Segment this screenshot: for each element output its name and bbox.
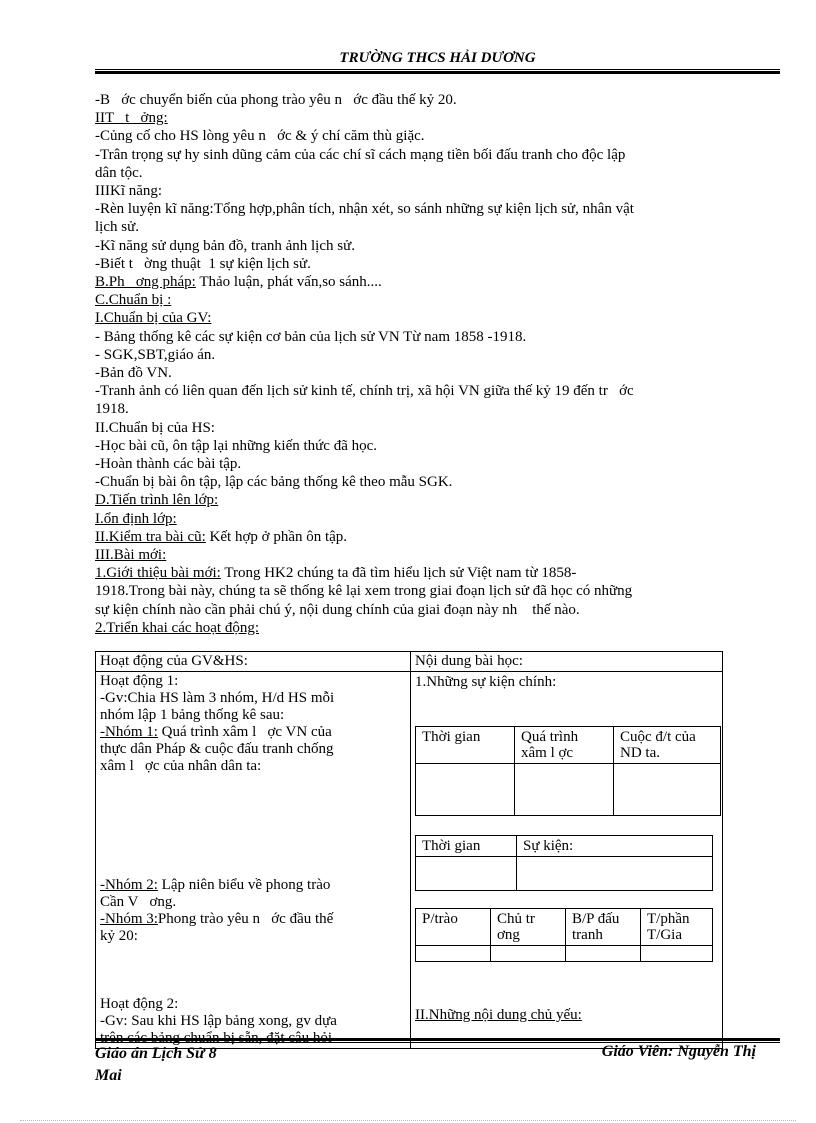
- text-line: [100, 860, 406, 877]
- text-line: II.Kiểm tra bài cũ: Kết hợp ở phần ôn tập.: [95, 528, 348, 545]
- text-line: 1.Giới thiệu bài mới: Trong HK2 chúng ta đã tìm hiểu lịch sử Việt nam từ 1858-: [95, 565, 577, 582]
- text-line: -Trân trọng sự hy sinh dũng cảm của các chí sĩ cách mạng tiền bối đấu tranh cho độc lập: [95, 146, 626, 163]
- school-header: TRƯỜNG THCS HẢI DƯƠNG: [339, 50, 536, 66]
- text-line: -Rèn luyện kĩ năng:Tổng hợp,phân tích, nhận xét, so sánh những sự kiện lịch sử, nhân vật: [95, 201, 634, 218]
- text-line: [100, 792, 406, 809]
- text-line: -Biết t ờng thuật 1 sự kiện lịch sử.: [95, 255, 311, 272]
- invasion-col-process: Quá trình xâm l ợc: [515, 727, 614, 764]
- can-vuong-table: [415, 835, 713, 891]
- movement-col-policy: Chủ tr ơng: [491, 909, 566, 946]
- text-line: [100, 945, 406, 962]
- header-activities: Hoạt động của GV&HS:: [96, 652, 411, 672]
- text-line: D.Tiến trình lên lớp:: [95, 492, 219, 509]
- footer-left: [95, 1043, 217, 1087]
- movement-col-name: P/trào: [416, 909, 491, 946]
- header-rule-thin: [95, 69, 780, 70]
- text-line: I.ổn định lớp:: [95, 510, 177, 527]
- activities-text: [100, 673, 406, 1047]
- text-line: B.Ph ơng pháp: Thảo luận, phát vấn,so sánh....: [95, 274, 382, 291]
- text-line: [100, 979, 406, 996]
- text-line: -Kĩ năng sử dụng bản đồ, tranh ảnh lịch sử.: [95, 237, 355, 254]
- text-line: II.Chuẩn bị của HS:: [95, 419, 215, 436]
- can-vuong-col-event: Sự kiện:: [517, 836, 713, 857]
- text-line: -Gv: Sau khi HS lập bảng xong, gv dựa: [100, 1013, 337, 1029]
- text-line: - Bảng thống kê các sự kiện cơ bản của lịch sử VN Từ nam 1858 -1918.: [95, 328, 527, 345]
- text-line: [100, 775, 406, 792]
- movement-table: [415, 908, 713, 962]
- header-rule-thick: [95, 71, 780, 74]
- text-line: -Nhóm 3:Phong trào yêu n ớc đầu thế: [100, 911, 334, 927]
- section-main-contents: II.Những nội dung chủ yếu:: [415, 1007, 582, 1023]
- can-vuong-col-time: Thời gian: [416, 836, 517, 857]
- text-line: 1918.: [95, 401, 129, 418]
- text-line: nhóm lập 1 bảng thống kê sau:: [100, 707, 285, 723]
- text-line: lịch sử.: [95, 219, 139, 236]
- text-line: -Chuẩn bị bài ôn tập, lập các bảng thống kê theo mẫu SGK.: [95, 474, 453, 491]
- section-main-events: 1.Những sự kiện chính:: [415, 674, 557, 690]
- text-line: -Nhóm 2: Lập niên biểu về phong trào: [100, 877, 331, 893]
- movement-col-method: B/P đấu tranh: [566, 909, 641, 946]
- text-line: [100, 843, 406, 860]
- footer-rule-thick: [95, 1038, 780, 1041]
- text-line: [100, 826, 406, 843]
- text-line: [100, 809, 406, 826]
- text-line: -Bản đồ VN.: [95, 365, 172, 382]
- page-edge-dotted-line: [20, 1120, 796, 1121]
- text-line: IIT t ởng:: [95, 110, 168, 127]
- text-line: IIIKĩ năng:: [95, 183, 163, 200]
- text-line: sự kiện chính nào cần phải chú ý, nội dung chính của giai đoạn này nh thế nào.: [95, 601, 580, 618]
- text-line: -Học bài cũ, ôn tập lại những kiến thức đã học.: [95, 437, 378, 454]
- text-line: C.Chuẩn bị :: [95, 292, 172, 309]
- invasion-table: [415, 726, 721, 816]
- footer-name-continued: Mai: [95, 1067, 122, 1084]
- text-line: I.Chuẩn bị của GV:: [95, 310, 212, 327]
- text-line: -B ớc chuyển biến của phong trào yêu n ớc đầu thế kỷ 20.: [95, 92, 457, 108]
- text-line: dân tộc.: [95, 164, 143, 181]
- text-line: [100, 962, 406, 979]
- text-line: III.Bài mới:: [95, 547, 167, 564]
- text-line: xâm l ợc của nhân dân ta:: [100, 758, 262, 774]
- text-line: -Gv:Chia HS làm 3 nhóm, H/d HS mỗi: [100, 690, 335, 706]
- text-line: Cần V ơng.: [100, 894, 177, 910]
- invasion-col-struggle: Cuộc đ/t của ND ta.: [614, 727, 721, 764]
- footer-subject: Giáo án Lịch Sử 8: [95, 1045, 217, 1062]
- text-line: kỷ 20:: [100, 928, 138, 944]
- text-line: - SGK,SBT,giáo án.: [95, 346, 216, 363]
- text-line: 2.Triển khai các hoạt động:: [95, 619, 259, 636]
- text-line: -Tranh ảnh có liên quan đến lịch sử kinh tế, chính trị, xã hội VN giữa thế kỷ 19 đến tr ớc: [95, 383, 634, 400]
- text-line: Hoạt động 1:: [100, 673, 179, 689]
- text-line: -Nhóm 1: Quá trình xâm l ợc VN của: [100, 724, 332, 740]
- lesson-plan-body: [95, 91, 767, 637]
- activities-table: [95, 651, 723, 1049]
- invasion-col-time: Thời gian: [416, 727, 515, 764]
- text-line: -Củng cố cho HS lòng yêu n ớc & ý chí căm thù giặc.: [95, 128, 425, 145]
- footer-teacher: Giáo Viên: Nguyễn Thị: [601, 1043, 756, 1060]
- text-line: -Hoàn thành các bài tập.: [95, 456, 242, 473]
- movement-col-participants: T/phần T/Gia: [641, 909, 713, 946]
- text-line: thực dân Pháp & cuộc đấu tranh chống: [100, 741, 334, 757]
- header-content: Nội dung bài học:: [411, 652, 723, 672]
- text-line: 1918.Trong bài này, chúng ta sẽ thống kê lại xem trong giai đoạn lịch sử đã học có những: [95, 583, 633, 600]
- text-line: Hoạt động 2:: [100, 996, 179, 1012]
